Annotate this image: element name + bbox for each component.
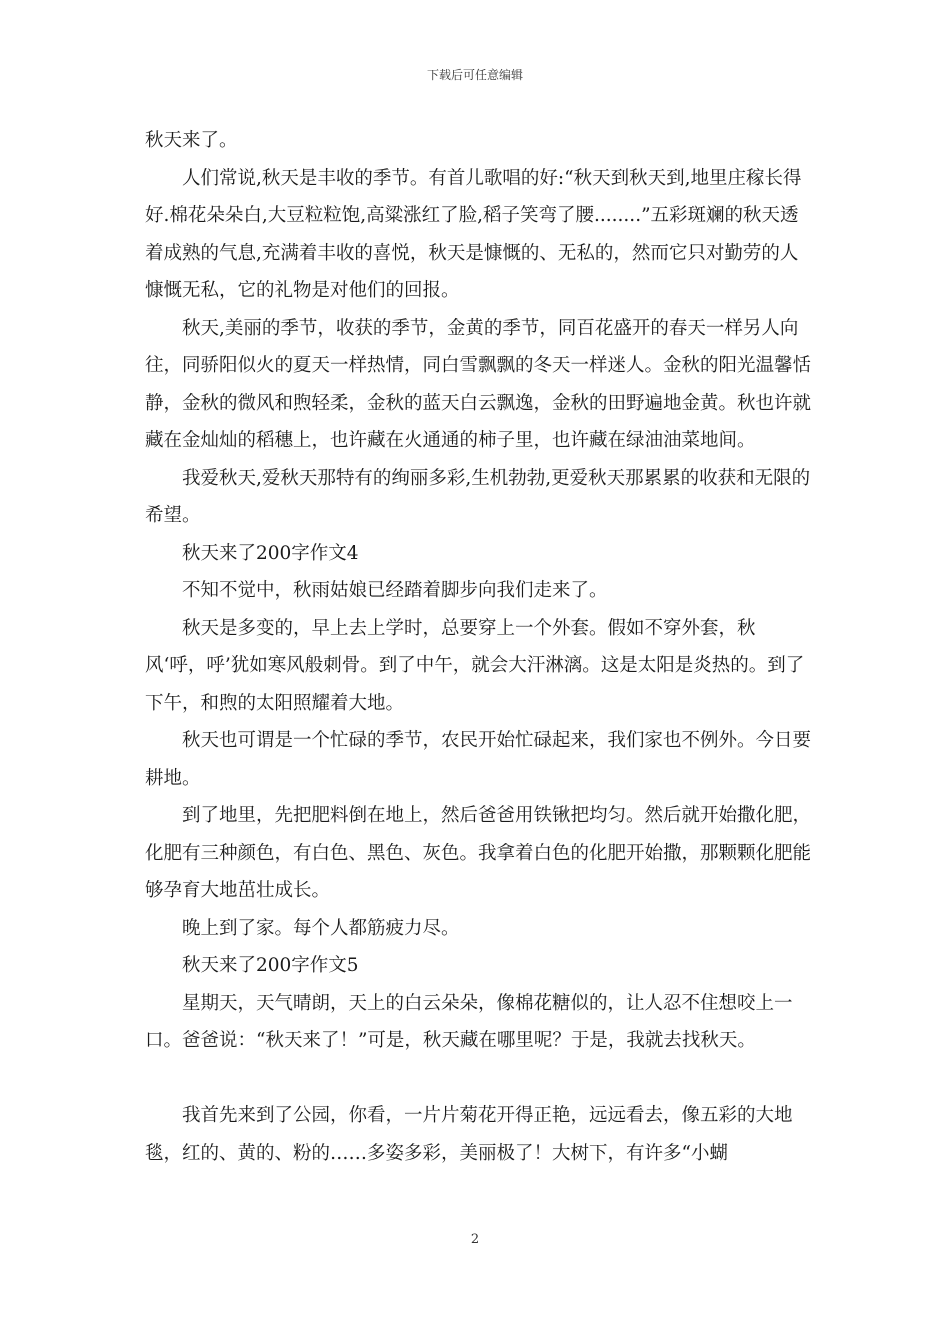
page-header: 下载后可任意编辑 [426, 68, 523, 82]
paragraph: 我爱秋天,爱秋天那特有的绚丽多彩,生机勃勃,更爱秋天那累累的收获和无限的希望。 [145, 467, 811, 526]
section-heading: 秋天来了200字作文4 [182, 542, 359, 564]
paragraph: 秋天是多变的，早上去上学时，总要穿上一个外套。假如不穿外套，秋风‘呼，呼’犹如寒风般刺骨。到了中午，就会大汗淋漓。这是太阳是炎热的。到了下午，和煦的太阳照耀着大地。 [145, 617, 805, 714]
paragraph: 我首先来到了公园，你看，一片片菊花开得正艳，远远看去，像五彩的大地毯，红的、黄的、粉的……多姿多彩，美丽极了！大树下，有许多“小蝴 [145, 1105, 793, 1164]
paragraph: 晚上到了家。每个人都筋疲力尽。 [182, 917, 460, 939]
paragraph: 到了地里，先把肥料倒在地上，然后爸爸用铁锹把均匀。然后就开始撒化肥，化肥有三种颜色，有白色、黑色、灰色。我拿着白色的化肥开始撒，那颗颗化肥能够孕育大地茁壮成长。 [145, 805, 812, 901]
document-body [145, 122, 815, 1172]
paragraph: 秋天来了。 [145, 130, 238, 151]
paragraph: 秋天也可谓是一个忙碌的季节，农民开始忙碌起来，我们家也不例外。今日要耕地。 [145, 730, 812, 789]
blank-line [145, 1060, 815, 1098]
paragraph: 人们常说,秋天是丰收的季节。有首儿歌唱的好:“秋天到秋天到,地里庄稼长得好.棉花朵朵白,大豆粒粒饱,高粱涨红了脸,稻子笑弯了腰........”五彩斑斓的秋天透着成熟的气息,充满着丰收的喜悦，秋天是慷慨的、无私的，然而它只对勤劳的人慷慨无私，它的礼物是对他们的回报。 [145, 167, 802, 301]
paragraph: 秋天,美丽的季节，收获的季节，金黄的季节，同百花盛开的春天一样另人向往，同骄阳似火的夏天一样热情，同白雪飘飘的冬天一样迷人。金秋的阳光温馨恬静，金秋的微风和煦轻柔，金秋的蓝天白云飘逸，金秋的田野遍地金黄。秋也许就藏在金灿灿的稻穗上，也许藏在火通通的柿子里，也许藏在绿油油菜地间。 [145, 317, 812, 451]
paragraph: 不知不觉中，秋雨姑娘已经踏着脚步向我们走来了。 [182, 580, 608, 601]
paragraph: 星期天，天气晴朗，天上的白云朵朵，像棉花糖似的，让人忍不住想咬上一口。爸爸说：“秋天来了！”可是，秋天藏在哪里呢？于是，我就去找秋天。 [145, 992, 793, 1051]
page-number: 2 [470, 1232, 480, 1247]
section-heading: 秋天来了200字作文5 [182, 955, 359, 976]
